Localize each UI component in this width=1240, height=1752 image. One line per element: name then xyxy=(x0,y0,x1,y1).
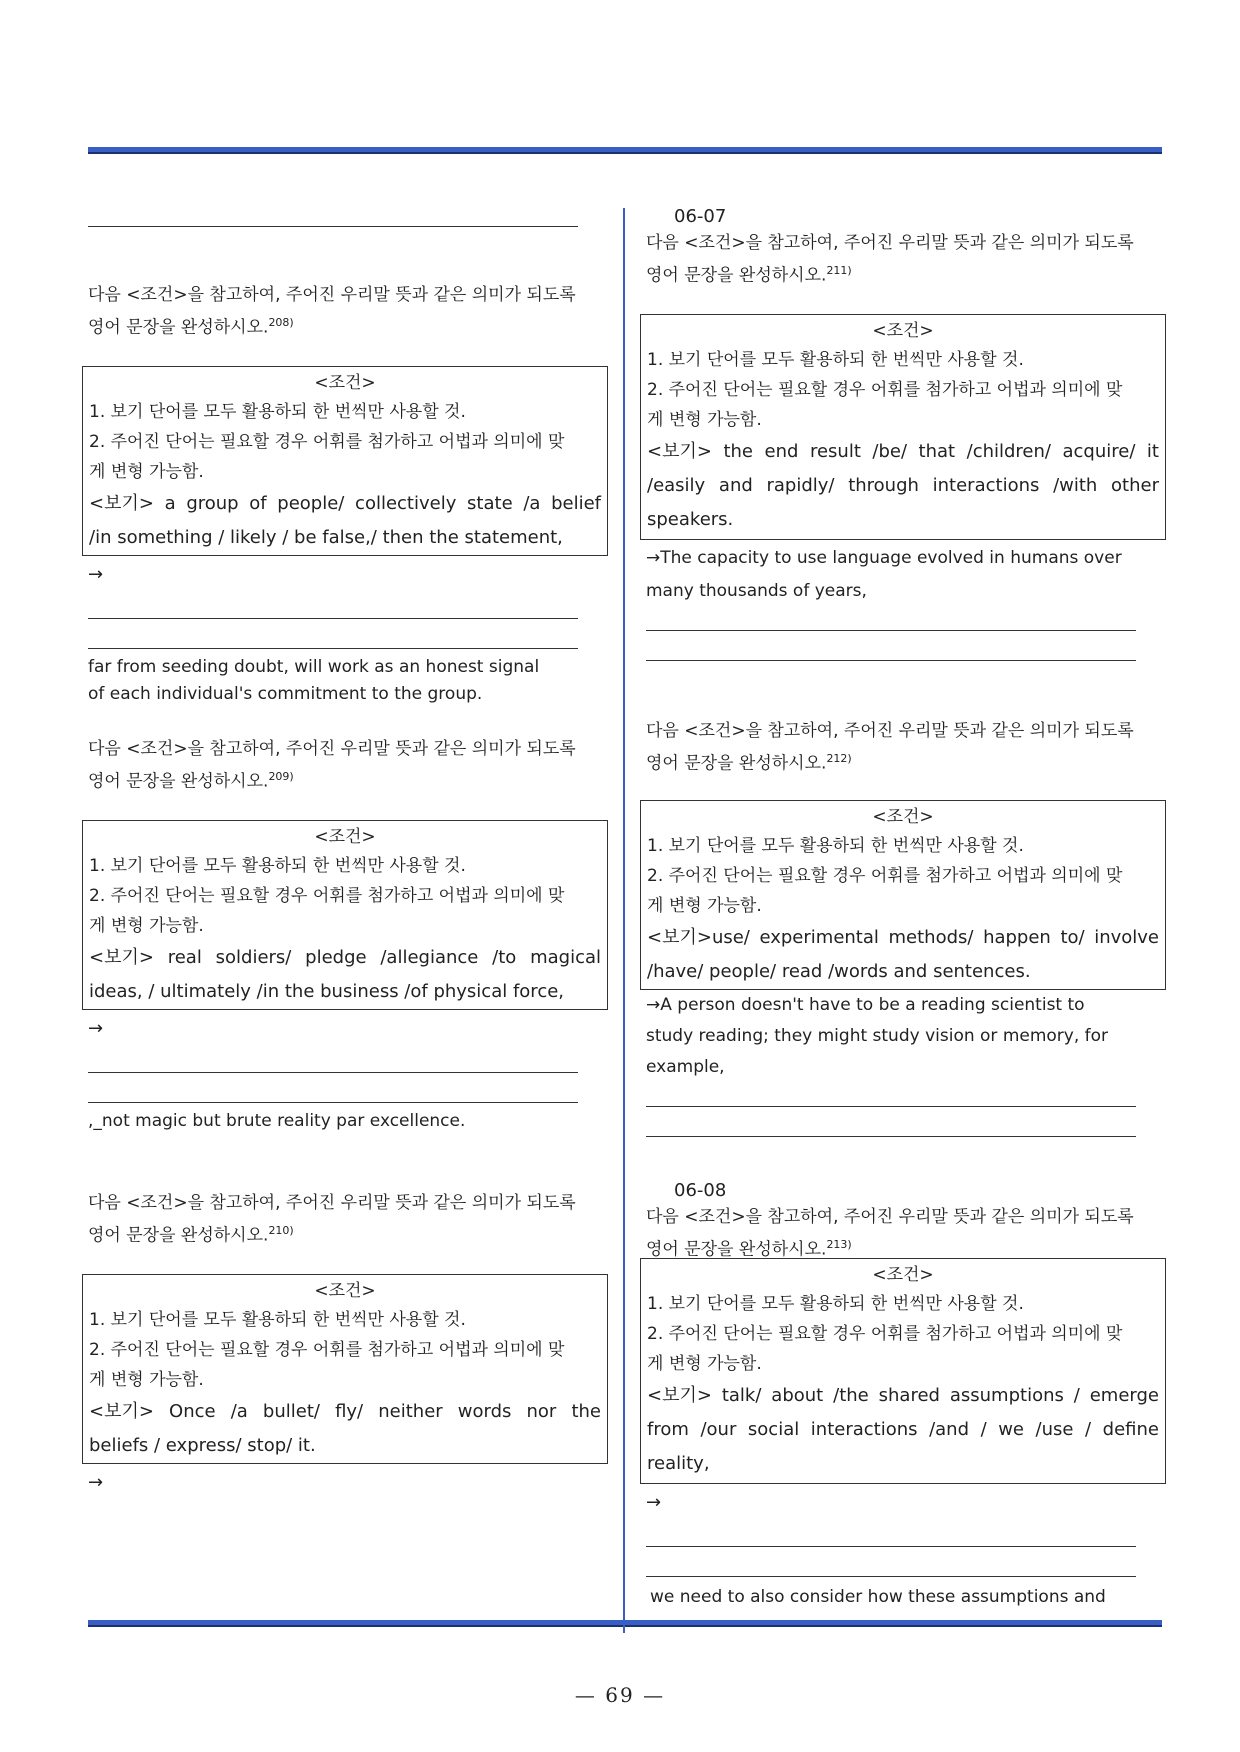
instruction-text: 다음 <조건>을 참고하여, 주어진 우리말 뜻과 같은 의미가 되도록 xyxy=(88,1193,576,1213)
condition-box-211 xyxy=(640,314,1166,540)
condition-2-cont: 게 변형 가능함. xyxy=(89,462,204,482)
condition-2-cont: 게 변형 가능함. xyxy=(647,410,762,430)
instruction-text: 다음 <조건>을 참고하여, 주어진 우리말 뜻과 같은 의미가 되도록 xyxy=(88,739,576,759)
footnote-number: 212) xyxy=(826,752,852,765)
footnote-number: 213) xyxy=(826,1238,852,1251)
question-208-instruction: 다음 <조건>을 참고하여, 주어진 우리말 뜻과 같은 의미가 되도록 영어 문장을 완성하시오.$^{208)}$ xyxy=(88,282,602,342)
condition-1: 1. 보기 단어를 모두 활용하되 한 번씩만 사용할 것. xyxy=(647,1294,1024,1314)
bogi-words: <보기>use/ experimental methods/ happen to/ involve xyxy=(647,927,1159,948)
bogi-words: <보기> a group of people/ collectively state /a belief xyxy=(89,493,601,514)
condition-box-209 xyxy=(82,820,608,1010)
instruction-text: 다음 <조건>을 참고하여, 주어진 우리말 뜻과 같은 의미가 되도록 xyxy=(646,233,1134,253)
bogi-words-cont: /have/ people/ read /words and sentences. xyxy=(647,961,1031,982)
answer-line[interactable] xyxy=(88,1102,578,1103)
section-label: 06-08 xyxy=(674,1180,727,1201)
condition-title: <조건> xyxy=(314,827,376,847)
question-213-instruction: 다음 <조건>을 참고하여, 주어진 우리말 뜻과 같은 의미가 되도록 영어 문장을 완성하시오.$^{213)}$ xyxy=(646,1204,1164,1264)
condition-2-cont: 게 변형 가능함. xyxy=(647,1354,762,1374)
question-211-instruction: 다음 <조건>을 참고하여, 주어진 우리말 뜻과 같은 의미가 되도록 영어 문장을 완성하시오.$^{211)}$ xyxy=(646,230,1164,290)
bogi-words: <보기> talk/ about /the shared assumptions / emerge xyxy=(647,1385,1159,1406)
section-label: 06-07 xyxy=(674,206,727,227)
condition-2-cont: 게 변형 가능함. xyxy=(647,896,762,916)
arrow-icon: → xyxy=(88,1472,104,1493)
answer-line[interactable] xyxy=(646,660,1136,661)
instruction-text: 다음 <조건>을 참고하여, 주어진 우리말 뜻과 같은 의미가 되도록 xyxy=(646,1207,1134,1227)
answer-line[interactable] xyxy=(646,1136,1136,1137)
condition-title: <조건> xyxy=(314,1281,376,1301)
footnote-number: 210) xyxy=(268,1224,294,1237)
answer-line[interactable] xyxy=(646,1106,1136,1107)
header-rule xyxy=(88,147,1162,154)
arrow-icon: → xyxy=(88,1018,104,1039)
answer-line[interactable] xyxy=(88,618,578,619)
condition-1: 1. 보기 단어를 모두 활용하되 한 번씩만 사용할 것. xyxy=(89,856,466,876)
trailing-sentence-211: →The capacity to use language evolved in humans over many thousands of years, xyxy=(646,548,1122,601)
condition-box-208 xyxy=(82,366,608,556)
page-number: — 69 — xyxy=(574,1683,666,1707)
condition-title: <조건> xyxy=(872,807,934,827)
question-212-instruction: 다음 <조건>을 참고하여, 주어진 우리말 뜻과 같은 의미가 되도록 영어 문장을 완성하시오.$^{212)}$ xyxy=(646,718,1164,778)
answer-line[interactable] xyxy=(88,1072,578,1073)
trailing-sentence-208: far from seeding doubt, will work as an honest signal of each individual's commitment to the group. xyxy=(88,657,540,704)
footnote-number: 209) xyxy=(268,770,294,783)
condition-title: <조건> xyxy=(872,321,934,341)
condition-title: <조건> xyxy=(872,1265,934,1285)
bogi-words-cont: beliefs / express/ stop/ it. xyxy=(89,1435,316,1456)
condition-box-213 xyxy=(640,1258,1166,1484)
bogi-words-cont: ideas, / ultimately /in the business /of physical force, xyxy=(89,981,565,1002)
answer-line[interactable] xyxy=(646,1576,1136,1577)
instruction-text: 다음 <조건>을 참고하여, 주어진 우리말 뜻과 같은 의미가 되도록 xyxy=(88,285,576,305)
bogi-words-cont: /in something / likely / be false,/ then the statement, xyxy=(89,527,563,548)
bogi-words-cont: from /our social interactions /and / we /use / define xyxy=(647,1419,1159,1440)
answer-line[interactable] xyxy=(88,648,578,649)
trailing-sentence-212: →A person doesn't have to be a reading scientist to study reading; they might study vision or memory, for example, xyxy=(646,995,1109,1077)
condition-2-cont: 게 변형 가능함. xyxy=(89,916,204,936)
condition-box-210 xyxy=(82,1274,608,1464)
bogi-words: <보기> Once /a bullet/ fly/ neither words nor the xyxy=(89,1401,601,1422)
bogi-words: <보기> real soldiers/ pledge /allegiance /to magical xyxy=(89,947,601,968)
bogi-words-cont: speakers. xyxy=(647,509,734,530)
footnote-number: 208) xyxy=(268,316,294,329)
condition-1: 1. 보기 단어를 모두 활용하되 한 번씩만 사용할 것. xyxy=(647,836,1024,856)
condition-2-cont: 게 변형 가능함. xyxy=(89,1370,204,1390)
footnote-number: 211) xyxy=(826,264,852,277)
column-divider xyxy=(623,208,625,1633)
question-210-instruction: 다음 <조건>을 참고하여, 주어진 우리말 뜻과 같은 의미가 되도록 영어 문장을 완성하시오.$^{210)}$ xyxy=(88,1190,602,1250)
condition-1: 1. 보기 단어를 모두 활용하되 한 번씩만 사용할 것. xyxy=(89,402,466,422)
trailing-sentence-209: ,_not magic but brute reality par excellence. xyxy=(88,1111,466,1131)
bogi-words: <보기> the end result /be/ that /children/ acquire/ it xyxy=(647,441,1159,462)
answer-line xyxy=(88,226,578,227)
bogi-words-cont: reality, xyxy=(647,1453,710,1474)
condition-2: 2. 주어진 단어는 필요할 경우 어휘를 첨가하고 어법과 의미에 맞 xyxy=(89,1340,565,1360)
condition-box-212 xyxy=(640,800,1166,990)
condition-2: 2. 주어진 단어는 필요할 경우 어휘를 첨가하고 어법과 의미에 맞 xyxy=(647,1324,1123,1344)
bogi-words-cont: /easily and rapidly/ through interactions /with other xyxy=(647,475,1159,496)
arrow-icon: → xyxy=(88,564,104,585)
question-209-instruction: 다음 <조건>을 참고하여, 주어진 우리말 뜻과 같은 의미가 되도록 영어 문장을 완성하시오.$^{209)}$ xyxy=(88,736,602,796)
answer-line[interactable] xyxy=(646,630,1136,631)
answer-line[interactable] xyxy=(646,1546,1136,1547)
condition-1: 1. 보기 단어를 모두 활용하되 한 번씩만 사용할 것. xyxy=(647,350,1024,370)
condition-2: 2. 주어진 단어는 필요할 경우 어휘를 첨가하고 어법과 의미에 맞 xyxy=(89,432,565,452)
footer-rule xyxy=(88,1620,1162,1627)
condition-1: 1. 보기 단어를 모두 활용하되 한 번씩만 사용할 것. xyxy=(89,1310,466,1330)
condition-title: <조건> xyxy=(314,373,376,393)
condition-2: 2. 주어진 단어는 필요할 경우 어휘를 첨가하고 어법과 의미에 맞 xyxy=(89,886,565,906)
condition-2: 2. 주어진 단어는 필요할 경우 어휘를 첨가하고 어법과 의미에 맞 xyxy=(647,380,1123,400)
trailing-sentence-213: we need to also consider how these assumptions and xyxy=(650,1587,1106,1607)
arrow-icon: → xyxy=(646,1492,662,1513)
instruction-text: 다음 <조건>을 참고하여, 주어진 우리말 뜻과 같은 의미가 되도록 xyxy=(646,721,1134,741)
condition-2: 2. 주어진 단어는 필요할 경우 어휘를 첨가하고 어법과 의미에 맞 xyxy=(647,866,1123,886)
